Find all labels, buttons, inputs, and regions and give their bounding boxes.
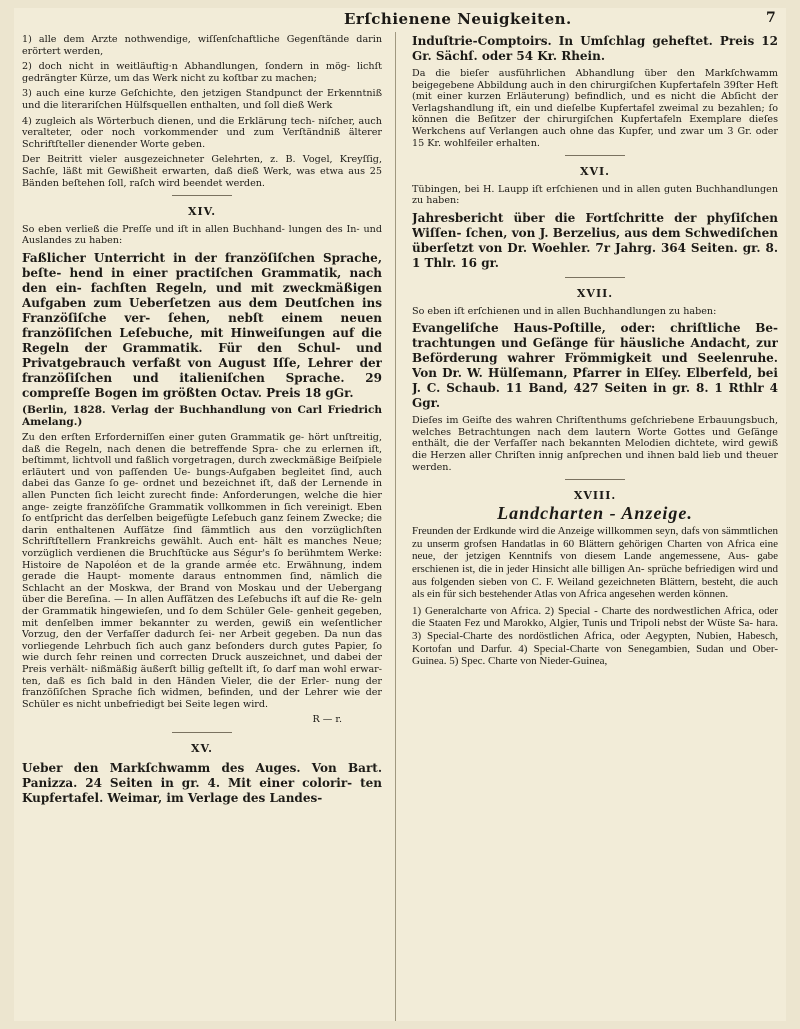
- book-title: Faßlicher Unterricht in der franzöſiſchen Sprache, beſte- hend in einer practiſchen Grammatik, nach den ein- fachſten Regeln, und mit zweckmäßigen Aufgaben zum Ueberſetzen aus dem Deutſchen ins Franzöſiſche ver- ſehen, nebſt einem neuen franzöſiſchen Leſebuche, mit Hinweiſungen auf die Regeln der Grammatik. Für den Schul- und Privatgebrauch verfaßt von August Iſſe, Lehrer der franzöſiſchen und italieniſchen Sprache. 29 compreſſe Bogen im größten Octav. Preis 18 gGr.: [22, 250, 382, 400]
- announcement-intro: So eben iſt erſchienen und in allen Buchhandlungen zu haben:: [412, 305, 717, 317]
- book-title: Evangeliſche Haus-Poſtille, oder: chriſtliche Be- trachtungen und Geſänge für häusliche Andacht, zur Beförderung wahrer Frömmigkeit und Seelenruhe. Von Dr. W. Hülſemann, Pfarrer in Elſey. Elberfeld, bei J. C. Schaub. 11 Band, 427 Seiten in gr. 8. 1 Rthlr 4 Ggr.: [412, 321, 778, 411]
- review-body: Zu den erſten Erforderniſſen einer guten Grammatik ge- hört unſtreitig, daß die Regeln, nach denen die betreffende Spra- che zu erlernen iſt, beſtimmt, lichtvoll und faßlich vorgetragen, durch zweckmäßige Beiſpiele erläutert und von paſſenden Ue- bungs-Aufgaben begleitet ſind, auch dabei das Ganze ſo ge- ordnet und bezeichnet iſt, daß der Lernende in allen Puncten ſich leicht zurecht finde: Anforderungen, welche die hier ange- zeigte franzöſiſche Grammatik vollkommen in ſich vereinigt. Eben ſo entſpricht das derſelben beigefügte Leſebuch ganz ſeinem Zwecke; die darin enthaltenen Aufſätze ſind ſämmtlich aus den vorzüglichſten Schriftſtellern Frankreichs gewählt. Auch ent- hält es manches Neue; vorzüglich verdienen die Bruchſtücke aus Ségur's ſo berühmtem Werke: Histoire de Napoléon et de la grande armée etc. Erwähnung, indem gerade die Haupt- momente daraus entnommen ſind, nämlich die Schlacht an der Moskwa, der Brand von Moskau und der Uebergang über die Bereſina. — In allen Aufſätzen des Leſebuchs iſt auf die Re- geln der Grammatik hingewieſen, und ſo dem Schüler Gele- genheit gegeben, mit denſelben immer bekannter zu werden, gewiß ein weſentlicher Vorzug, den der Verfaſſer dadurch ſei- ner Arbeit gegeben. Da nun das vorliegende Lehrbuch ſich auch ganz beſonders durch gutes Papier, ſo wie durch ſehr reinen und correcten Druck auszeichnet, und dabei der Preis verhält- nißmäßig äußerſt billig geſtellt iſt, ſo darf man wohl erwar- ten, daß es ſich bald in den Händen Vieler, die der Erler- nung der franzöſiſchen Sprache ſich widmen, befinden, und der Lehrer wie der Schüler es nicht unbefriedigt bei Seite legen wird.: [22, 432, 382, 710]
- review-body: Dieſes im Geiſte des wahren Chriſtenthums geſchriebene Erbauungsbuch, welches Betrachtungen nach dem lautern Worte Gottes und Geſänge enthält, die der Verfaſſer nach bekannten Melodien dichtete, wird gewiß die Herzen aller Chriſten innig anſprechen und ihnen bald lieb und theuer werden.: [412, 415, 778, 473]
- page-number: 7: [766, 10, 776, 26]
- list-item: 2) doch nicht in weitläuftig·n Abhandlungen, ſondern in mög- lichſt gedrängter Kürze, um das Werk nicht zu koſtbar zu machen;: [22, 61, 382, 84]
- separator: [565, 155, 625, 156]
- page-header: [14, 8, 786, 36]
- section-number-xvi: XVI.: [579, 165, 611, 179]
- section-number-xiv: XIV.: [187, 205, 217, 219]
- left-column: [22, 34, 382, 1019]
- separator: [565, 277, 625, 278]
- book-title: Jahresbericht über die Fortſchritte der phyſiſchen Wiſſen- ſchen, von J. Berzelius, aus dem Schwediſchen überſetzt von Dr. Woehler. 7r Jahrg. 364 Seiten. gr. 8. 1 Thlr. 16 gr.: [412, 210, 778, 270]
- separator: [172, 732, 232, 733]
- paragraph: Da die bieſer ausführlichen Abhandlung über den Markſchwamm beigegebene Abbildung auch in den chirurgiſchen Kupfertafeln 39ſter Heft (mit einer kurzen Erläuterung) befindlich, und es nicht die Abſicht der Verlagshandlung iſt, ein und dieſelbe Kupfertafel zweimal zu bezahlen; ſo können die Beſitzer der chirurgiſchen Kupfertafeln Exemplare dieſes Werkchens auf Verlangen auch ohne das Kupfer, und zwar um 3 Gr. oder 15 Kr. wohlfeiler erhalten.: [412, 68, 778, 149]
- signature: R — r.: [312, 714, 342, 726]
- map-list: 1) Generalcharte von Africa. 2) Special - Charte des nordwestlichen Africa, oder die Staaten Fez und Marokko, Algier, Tunis und Tripoli nebst der Wüste Sa- hara. 3) Special-Charte des nordöstlichen Africa, oder Aegypten, Nubien, Habesch, Kortofan und Darfur. 4) Special-Charte von Senegambien, Sudan und Ober-Guinea. 5) Spec. Charte von Nieder-Guinea,: [412, 604, 778, 668]
- book-title-continued: Induſtrie-Comptoirs. In Umſchlag geheftet. Preis 12 Gr. Sächſ. oder 54 Kr. Rhein.: [412, 34, 778, 63]
- newspaper-page: [14, 8, 786, 1021]
- announcement-intro: So eben verließ die Preſſe und iſt in allen Buchhand- lungen des In- und Auslandes zu haben:: [22, 223, 382, 247]
- publisher-line: (Berlin, 1828. Verlag der Buchhandlung von Carl Friedrich Amelang.): [22, 403, 382, 428]
- column-divider: [395, 32, 396, 1021]
- list-item: 1) alle dem Arzte nothwendige, wiſſenſchaftliche Gegenſtände darin erörtert werden,: [22, 34, 382, 57]
- announcement-intro: Tübingen, bei H. Laupp iſt erſchienen und in allen guten Buchhandlungen zu haben:: [412, 183, 778, 207]
- map-advert-body: Freunden der Erdkunde wird die Anzeige willkommen seyn, dafs von sämmtlichen zu unserm grofsen Handatlas in 60 Blättern gehörigen Charten von Africa eine neue, der jetzigen Kenntnifs von diesem Lande angemessene, Aus- gabe erschienen ist, die in jeder Hinsicht alle billigen An- sprüche befriedigen wird und aus folgenden sieben von C. F. Weiland gezeichneten Blättern, besteht, die auch als ein für sich bestehender Atlas von Africa angesehen werden können.: [412, 525, 778, 601]
- map-advert-title: Landcharten - Anzeige.: [497, 502, 693, 523]
- section-number-xv: XV.: [191, 741, 213, 755]
- right-column: [412, 34, 778, 1019]
- separator: [565, 479, 625, 480]
- list-item: 3) auch eine kurze Geſchichte, den jetzigen Standpunct der Erkenntniß und die literariſchen Hülfsquellen enthalten, und ſoll dieß Werk: [22, 88, 382, 111]
- page-title: Erſchienene Neuigkeiten.: [344, 10, 572, 28]
- list-item: 4) zugleich als Wörterbuch dienen, und die Erklärung tech- niſcher, auch veralteter, oder noch vorkommender und zum Verſtändniß älterer Schriftſteller dienender Worte geben.: [22, 115, 382, 150]
- paragraph: Der Beitritt vieler ausgezeichneter Gelehrten, z. B. Vogel, Kreyſſig, Sachſe, läßt mit Gewißheit erwarten, daß dieß Werk, was etwa aus 25 Bänden beſtehen ſoll, raſch wird beendet werden.: [22, 154, 382, 189]
- section-number-xviii: XVIII.: [573, 489, 617, 503]
- section-number-xvii: XVII.: [576, 286, 614, 300]
- book-title: Ueber den Markſchwamm des Auges. Von Bart. Panizza. 24 Seiten in gr. 4. Mit einer colorir- ten Kupfertafel. Weimar, im Verlage des Landes-: [22, 760, 382, 805]
- separator: [172, 195, 232, 196]
